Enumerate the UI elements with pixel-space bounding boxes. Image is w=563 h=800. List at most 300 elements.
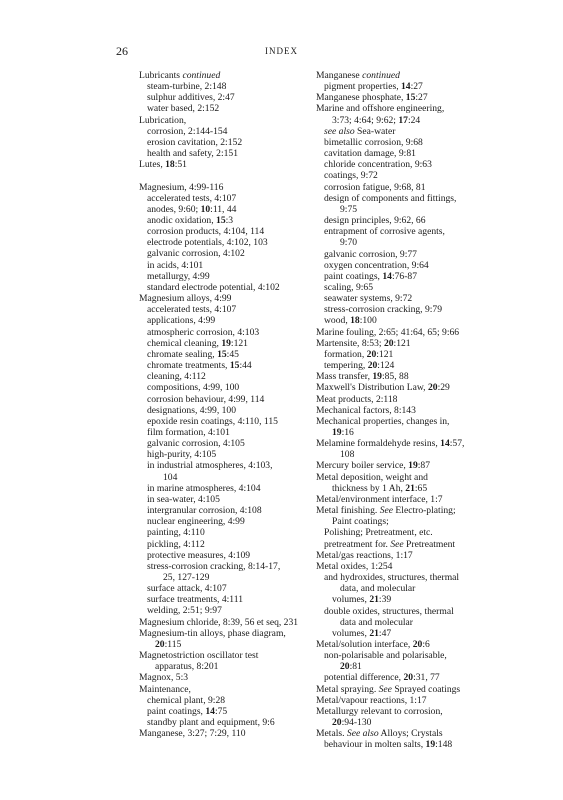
entry-text: :75 <box>214 705 228 717</box>
entry-text: Sea-water <box>354 125 396 137</box>
index-heading <box>316 728 486 739</box>
volume-number: 21 <box>405 482 415 494</box>
volume-number: 14 <box>382 270 392 282</box>
index-subentry <box>316 148 486 159</box>
index-heading <box>316 338 486 349</box>
entry-text: chemical plant, 9:28 <box>147 694 226 706</box>
entry-text: surface treatments, 4:111 <box>147 594 243 606</box>
entry-text: Metallurgy relevant to corrosion, <box>316 705 443 717</box>
entry-text: Manganese, 3:27; 7:29, 110 <box>139 728 246 740</box>
entry-text: Maintenance, <box>139 683 191 695</box>
index-heading <box>316 472 486 483</box>
index-subentry <box>316 449 486 460</box>
index-subentry <box>139 639 307 650</box>
entry-text: atmospheric corrosion, 4:103 <box>147 326 260 338</box>
entry-text: pigment properties, <box>324 81 401 93</box>
volume-number: 14 <box>401 81 411 93</box>
volume-number: 10 <box>200 203 211 215</box>
entry-text: :6 <box>422 638 430 650</box>
index-column-right <box>316 70 486 751</box>
entry-text: chromate sealing, <box>147 348 218 360</box>
volume-number: 18 <box>165 159 175 171</box>
entry-text: standby plant and equipment, 9:6 <box>147 717 275 729</box>
index-subentry <box>316 237 486 248</box>
volume-number: 19 <box>372 371 382 383</box>
entry-text: galvanic corrosion, 9:77 <box>324 248 417 260</box>
index-heading <box>316 505 486 516</box>
index-column-left <box>139 70 307 739</box>
entry-text: Marine and offshore engineering, <box>316 103 445 115</box>
index-heading <box>139 70 307 81</box>
index-subentry <box>316 349 486 360</box>
entry-text: :31, 77 <box>413 672 440 684</box>
entry-text: high-purity, 4:105 <box>147 449 217 461</box>
volume-number: 15 <box>216 215 226 227</box>
index-subentry <box>139 494 307 505</box>
entry-text: bimetallic corrosion, 9:68 <box>324 136 423 148</box>
index-subentry <box>139 695 307 706</box>
entry-text: chromate treatments, <box>147 360 230 372</box>
entry-text: film formation, 4:101 <box>147 426 230 438</box>
entry-text: Lutes, <box>139 159 166 171</box>
entry-text: Magnesium, 4:99-116 <box>139 181 224 193</box>
index-subentry <box>139 327 307 338</box>
entry-text: :121 <box>376 348 394 360</box>
index-heading <box>139 728 307 739</box>
entry-text: :100 <box>359 315 377 327</box>
entry-text: paint coatings, <box>147 705 206 717</box>
entry-text: tempering, <box>324 360 368 372</box>
entry-text: Metal/gas reactions, 1:17 <box>316 549 413 561</box>
entry-text: steam-turbine, 2:148 <box>147 81 227 93</box>
entry-text: Pretreatment <box>403 538 456 550</box>
index-heading <box>316 494 486 505</box>
index-subentry <box>316 126 486 137</box>
index-subentry <box>139 427 307 438</box>
index-subentry <box>316 483 486 494</box>
volume-number: 19 <box>425 739 436 751</box>
index-heading <box>139 617 307 628</box>
index-subentry <box>139 483 307 494</box>
volume-number: 17 <box>398 114 408 126</box>
volume-number: 20 <box>427 382 438 394</box>
index-subentry <box>316 137 486 148</box>
index-subentry <box>139 92 307 103</box>
index-subentry <box>316 516 486 527</box>
index-subentry <box>139 550 307 561</box>
entry-text: Mechanical properties, changes in, <box>316 415 450 427</box>
index-heading <box>139 684 307 695</box>
entry-text: Metal spraying. <box>316 683 379 695</box>
index-subentry <box>139 438 307 449</box>
index-subentry <box>139 539 307 550</box>
entry-text: 3:73; 4:64; 9:62; <box>332 114 399 126</box>
volume-number: 20 <box>155 638 165 650</box>
entry-text: :24 <box>407 114 421 126</box>
index-heading <box>139 115 307 126</box>
entry-text: :16 <box>341 427 354 438</box>
index-subentry <box>316 650 486 661</box>
entry-text: :85, 88 <box>381 371 409 383</box>
entry-text: anodic oxidation, <box>147 215 217 227</box>
entry-text: pickling, 4:112 <box>147 538 205 550</box>
index-subentry <box>139 371 307 382</box>
entry-text: design principles, 9:62, 66 <box>324 215 426 227</box>
entry-text: protective measures, 4:109 <box>147 549 251 561</box>
volume-number: 20 <box>383 337 394 349</box>
entry-text: :39 <box>378 594 392 606</box>
index-subentry <box>139 572 307 583</box>
index-heading <box>316 695 486 706</box>
index-heading <box>316 327 486 338</box>
entry-text: metallurgy, 4:99 <box>147 270 210 282</box>
volume-number: 19 <box>221 337 231 349</box>
entry-text: wood, <box>324 315 351 327</box>
index-subentry <box>316 215 486 226</box>
index-subentry <box>139 304 307 315</box>
index-subentry <box>139 148 307 159</box>
entry-text: thickness by 1 Ah, <box>332 482 406 494</box>
index-subentry <box>316 717 486 728</box>
index-subentry <box>316 661 486 672</box>
entry-text: accelerated tests, 4:107 <box>147 304 237 316</box>
index-subentry <box>316 539 486 550</box>
index-subentry <box>316 606 486 617</box>
index-subentry <box>139 282 307 293</box>
entry-text: nuclear engineering, 4:99 <box>147 516 245 528</box>
entry-text: Marine fouling, 2:65; 41:64, 65; 9:66 <box>316 326 460 338</box>
index-heading <box>316 92 486 103</box>
entry-text: :81 <box>349 661 362 673</box>
entry-text: scaling, 9:65 <box>324 281 374 293</box>
index-subentry <box>316 572 486 583</box>
entry-text: :121 <box>230 337 248 349</box>
index-subentry <box>139 271 307 282</box>
index-subentry <box>316 115 486 126</box>
entry-text: :11, 44 <box>210 203 237 215</box>
index-subentry <box>139 103 307 114</box>
entry-text: :121 <box>393 337 411 349</box>
entry-text: oxygen concentration, 9:64 <box>324 259 429 271</box>
index-heading <box>316 371 486 382</box>
index-heading <box>139 159 307 170</box>
entry-text: Maxwell's Distribution Law, <box>316 382 428 394</box>
entry-text: volumes, <box>332 594 370 606</box>
index-heading <box>316 405 486 416</box>
entry-text: seawater systems, 9:72 <box>324 293 413 305</box>
index-subentry <box>139 717 307 728</box>
entry-text: Magnesium-tin alloys, phase diagram, <box>139 627 286 639</box>
volume-number: 15 <box>229 360 240 372</box>
index-heading <box>316 70 486 81</box>
entry-text: Meat products, 2:118 <box>316 393 398 405</box>
index-subentry <box>139 237 307 248</box>
index-subentry <box>316 427 486 438</box>
entry-text: data, and molecular <box>340 583 416 595</box>
entry-text: :29 <box>437 382 450 394</box>
entry-text: :115 <box>164 638 182 650</box>
entry-text: 9:70 <box>340 237 358 249</box>
entry-text: Mercury boiler service, <box>316 460 409 472</box>
entry-text: :94-130 <box>341 717 372 729</box>
volume-number: 20 <box>367 360 378 372</box>
entry-text: applications, 4:99 <box>147 315 216 327</box>
index-subentry <box>316 159 486 170</box>
entry-text: potential difference, <box>324 672 404 684</box>
entry-text: Mechanical factors, 8:143 <box>316 404 416 416</box>
index-subentry <box>316 249 486 260</box>
entry-text: 108 <box>340 449 355 461</box>
index-heading <box>316 438 486 449</box>
index-subentry <box>139 516 307 527</box>
index-subentry <box>316 739 486 750</box>
index-subentry <box>316 293 486 304</box>
entry-text: Polishing; Pretreatment, etc. <box>324 527 433 539</box>
index-heading <box>316 103 486 114</box>
index-heading <box>316 684 486 695</box>
index-subentry <box>139 661 307 672</box>
entry-text: entrapment of corrosive agents, <box>324 226 445 238</box>
index-heading <box>316 639 486 650</box>
entry-text: chloride concentration, 9:63 <box>324 159 432 171</box>
index-subentry <box>139 137 307 148</box>
index-subentry <box>316 260 486 271</box>
entry-text: standard electrode potential, 4:102 <box>147 281 280 293</box>
entry-text: Mass transfer, <box>316 371 373 383</box>
italic-text: see also <box>324 125 355 137</box>
volume-number: 18 <box>350 315 360 327</box>
entry-text: coatings, 9:72 <box>324 170 378 182</box>
entry-text: intergranular corrosion, 4:108 <box>147 505 262 517</box>
entry-text: double oxides, structures, thermal <box>324 605 454 617</box>
volume-number: 14 <box>205 705 215 717</box>
index-subentry <box>139 260 307 271</box>
index-subentry <box>316 170 486 181</box>
volume-number: 19 <box>408 460 418 472</box>
entry-text: Magnesium chloride, 8:39, 56 et seq, 231 <box>139 616 299 628</box>
entry-text: :44 <box>239 360 252 372</box>
volume-number: 20 <box>403 672 414 684</box>
entry-text: :3 <box>225 215 234 227</box>
entry-text: pretreatment for. <box>324 538 391 550</box>
page-number: 26 <box>116 44 128 58</box>
entry-text: Melamine formaldehyde resins, <box>316 438 441 450</box>
index-heading <box>316 382 486 393</box>
index-subentry <box>139 349 307 360</box>
entry-text: designations, 4:99, 100 <box>147 404 237 416</box>
index-gap <box>139 170 307 181</box>
entry-text: electrode potentials, 4:102, 103 <box>147 237 268 249</box>
entry-text: welding, 2:51; 9:97 <box>147 605 222 617</box>
index-subentry <box>316 304 486 315</box>
entry-text: corrosion, 2:144-154 <box>147 125 228 137</box>
entry-text: compositions, 4:99, 100 <box>147 382 240 394</box>
index-subentry <box>139 594 307 605</box>
index-subentry <box>139 460 307 471</box>
running-head: INDEX <box>265 46 298 56</box>
index-heading <box>139 628 307 639</box>
entry-text: :87 <box>417 460 431 472</box>
index-subentry <box>316 527 486 538</box>
index-subentry <box>139 605 307 616</box>
entry-text: Metal/solution interface, <box>316 638 413 650</box>
index-heading <box>139 672 307 683</box>
entry-text: apparatus, 8:201 <box>155 661 219 673</box>
index-subentry <box>139 583 307 594</box>
entry-text: :27 <box>410 81 423 93</box>
entry-text: Metals. <box>316 728 347 740</box>
index-subentry <box>139 81 307 92</box>
index-subentry <box>316 672 486 683</box>
index-heading <box>316 460 486 471</box>
index-heading <box>316 394 486 405</box>
entry-text: :148 <box>435 739 453 751</box>
entry-text: :45 <box>226 348 239 360</box>
index-subentry <box>139 561 307 572</box>
entry-text: surface attack, 4:107 <box>147 583 227 595</box>
index-heading <box>316 706 486 717</box>
italic-text: See <box>378 683 392 695</box>
entry-text: health and safety, 2:151 <box>147 148 239 160</box>
index-subentry <box>139 226 307 237</box>
index-heading <box>139 650 307 661</box>
entry-text: Manganese <box>316 70 363 81</box>
volume-number: 15 <box>217 348 227 360</box>
entry-text: 25, 127-129 <box>163 572 210 584</box>
index-subentry <box>139 449 307 460</box>
index-subentry <box>139 472 307 483</box>
volume-number: 21 <box>369 627 379 639</box>
entry-text: :27 <box>415 92 428 104</box>
entry-text: :51 <box>174 159 187 171</box>
entry-text: in marine atmospheres, 4:104 <box>147 482 261 494</box>
entry-text: galvanic corrosion, 4:105 <box>147 438 245 450</box>
entry-text: data and molecular <box>340 616 413 628</box>
entry-text: painting, 4:110 <box>147 527 205 539</box>
index-subentry <box>139 193 307 204</box>
entry-text: :124 <box>377 360 395 372</box>
entry-text: accelerated tests, 4:107 <box>147 192 237 204</box>
index-heading <box>316 561 486 572</box>
index-subentry <box>139 394 307 405</box>
entry-text: behaviour in molten salts, <box>324 739 426 751</box>
index-subentry <box>316 226 486 237</box>
volume-number: 20 <box>366 348 377 360</box>
index-heading <box>139 182 307 193</box>
entry-text: Sprayed coatings <box>391 683 461 695</box>
entry-text: in industrial atmospheres, 4:103, <box>147 460 273 472</box>
entry-text: design of components and fittings, <box>324 192 457 204</box>
entry-text: Paint coatings; <box>332 516 389 528</box>
entry-text: epoxide resin coatings, 4:110, 115 <box>147 415 278 427</box>
entry-text: Metal oxides, 1:254 <box>316 560 393 572</box>
entry-text: :47 <box>378 627 392 639</box>
volume-number: 21 <box>369 594 379 606</box>
entry-text: :65 <box>414 482 428 494</box>
index-subentry <box>139 360 307 371</box>
index-subentry <box>316 628 486 639</box>
entry-text: non-polarisable and polarisable, <box>324 650 447 662</box>
entry-text: Magnesium alloys, 4:99 <box>139 293 232 305</box>
entry-text: corrosion fatigue, 9:68, 81 <box>324 181 426 193</box>
index-heading <box>139 293 307 304</box>
entry-text: in acids, 4:101 <box>147 259 204 271</box>
italic-text: continued <box>182 70 221 81</box>
index-subentry <box>139 527 307 538</box>
index-subentry <box>139 248 307 259</box>
volume-number: 20 <box>340 661 350 673</box>
entry-text: water based, 2:152 <box>147 103 220 115</box>
index-subentry <box>139 416 307 427</box>
index-subentry <box>139 338 307 349</box>
entry-text: 9:75 <box>340 203 358 215</box>
entry-text: corrosion behaviour, 4:99, 114 <box>147 393 265 405</box>
entry-text: galvanic corrosion, 4:102 <box>147 248 245 260</box>
index-subentry <box>316 204 486 215</box>
index-subentry <box>139 315 307 326</box>
entry-text: :57, <box>449 438 465 450</box>
entry-text: Lubricants <box>139 70 183 81</box>
entry-text: Metal deposition, weight and <box>316 471 428 483</box>
index-subentry <box>139 505 307 516</box>
entry-text: anodes, 9:60; <box>147 203 201 215</box>
index-subentry <box>316 617 486 628</box>
entry-text: sulphur additives, 2:47 <box>147 92 235 104</box>
index-heading <box>316 416 486 427</box>
entry-text: Magnetostriction oscillator test <box>139 650 259 662</box>
volume-number: 19 <box>332 427 342 438</box>
index-subentry <box>316 583 486 594</box>
volume-number: 20 <box>412 638 423 650</box>
index-heading <box>316 550 486 561</box>
entry-text: in sea-water, 4:105 <box>147 493 220 505</box>
entry-text: Martensite, 8:53; <box>316 337 384 349</box>
entry-text: erosion cavitation, 2:152 <box>147 136 243 148</box>
index-subentry <box>139 382 307 393</box>
index-subentry <box>316 193 486 204</box>
entry-text: and hydroxides, structures, thermal <box>324 572 460 584</box>
italic-text: See also <box>346 728 379 740</box>
index-subentry <box>316 594 486 605</box>
italic-text: See <box>379 505 394 517</box>
index-subentry <box>316 81 486 92</box>
entry-text: 104 <box>163 471 178 483</box>
index-subentry <box>139 126 307 137</box>
entry-text: Metal/environment interface, 1:7 <box>316 493 443 505</box>
italic-text: continued <box>362 70 400 81</box>
italic-text: See <box>390 538 404 550</box>
entry-text: paint coatings, <box>324 270 383 282</box>
entry-text: formation, <box>324 348 367 360</box>
entry-text: corrosion products, 4:104, 114 <box>147 226 265 238</box>
entry-text: Manganese phosphate, <box>316 92 406 104</box>
entry-text: volumes, <box>332 627 370 639</box>
index-subentry <box>316 271 486 282</box>
volume-number: 14 <box>440 438 450 450</box>
index-subentry <box>316 282 486 293</box>
entry-text: stress-corrosion cracking, 9:79 <box>324 304 443 316</box>
entry-text: Metal/vapour reactions, 1:17 <box>316 694 427 706</box>
entry-text: stress-corrosion cracking, 8:14-17, <box>147 560 281 572</box>
index-subentry <box>316 182 486 193</box>
entry-text: Electro-plating; <box>393 505 456 517</box>
entry-text: Metal finishing. <box>316 505 380 517</box>
index-subentry <box>139 204 307 215</box>
index-subentry <box>139 405 307 416</box>
entry-text: Alloys; Crystals <box>378 728 443 740</box>
volume-number: 15 <box>405 92 416 104</box>
entry-text: cavitation damage, 9:81 <box>324 148 416 160</box>
